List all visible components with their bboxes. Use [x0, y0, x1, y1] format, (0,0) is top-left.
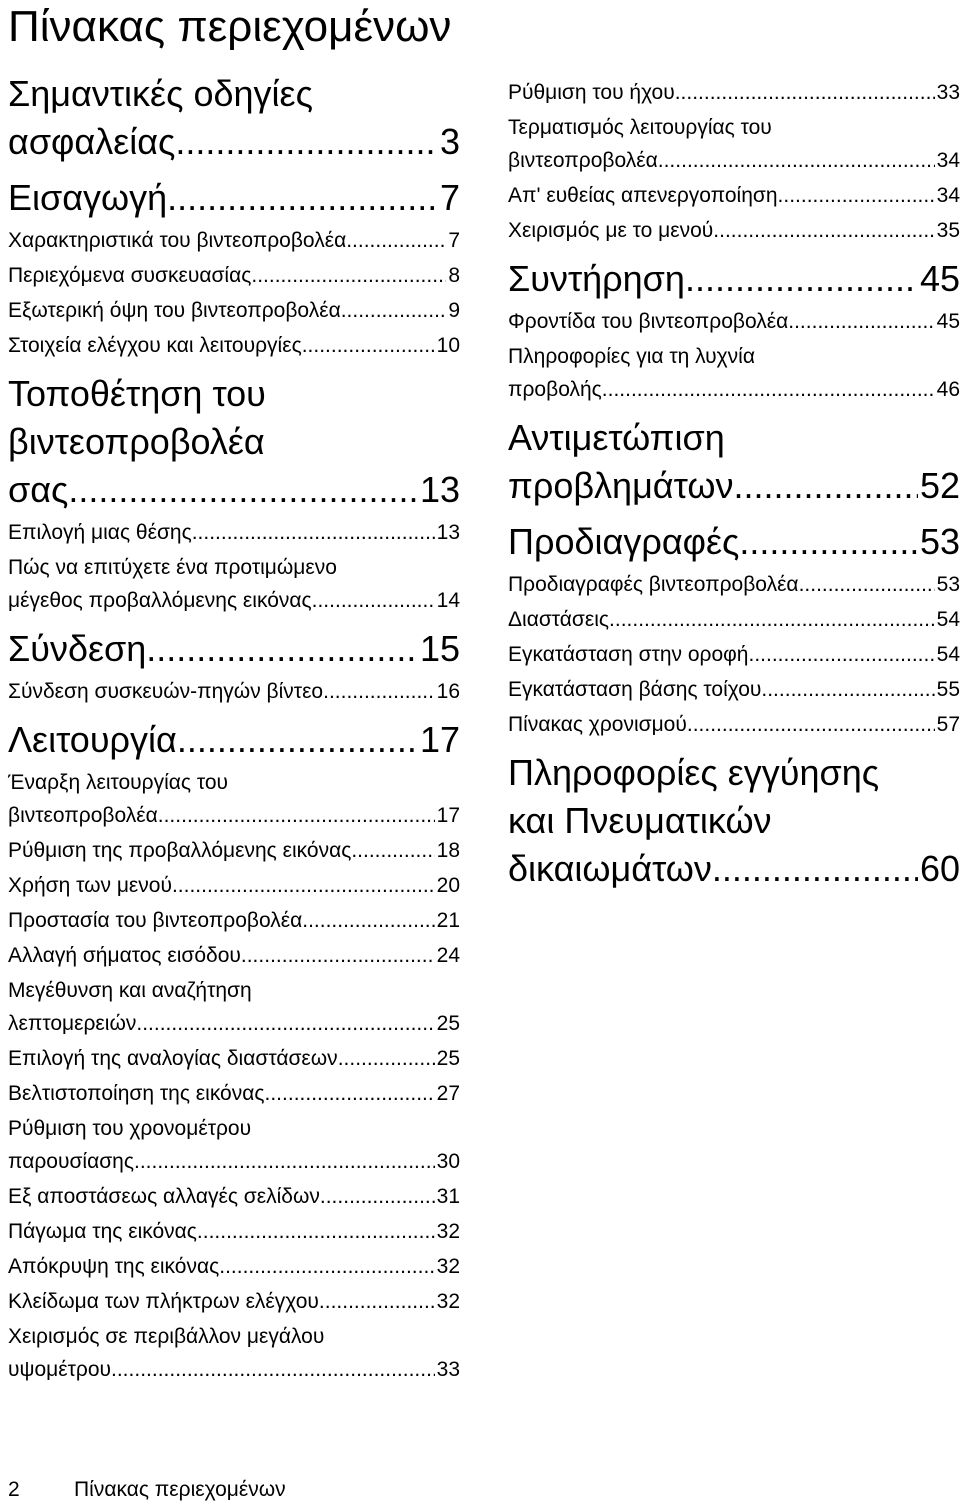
- toc-chapter-entry[interactable]: [8, 174, 460, 222]
- dot-leader: [733, 462, 918, 510]
- toc-entry-row: [508, 214, 960, 247]
- dot-leader: [68, 466, 418, 514]
- toc-entry-label: Ρύθμιση του ήχου: [508, 81, 675, 104]
- toc-page-number: 24: [436, 944, 460, 967]
- toc-section-entry[interactable]: [8, 1320, 460, 1386]
- toc-entry-label: μέγεθος προβαλλόμενης εικόνας: [8, 589, 312, 612]
- toc-entry-row: [8, 1042, 460, 1075]
- toc-entry-label: Χαρακτηριστικά του βιντεοπροβολέα: [8, 229, 347, 252]
- toc-entry-row: [8, 516, 460, 549]
- toc-entry-label: σας: [8, 469, 69, 510]
- toc-entry-row: [508, 179, 960, 212]
- toc-chapter-entry[interactable]: [508, 749, 960, 893]
- toc-section-entry[interactable]: [8, 294, 460, 327]
- dot-leader: [172, 869, 435, 902]
- dot-leader: [739, 518, 918, 566]
- dot-leader: [712, 845, 918, 893]
- dot-leader: [609, 603, 935, 636]
- toc-entry-label: προβολής: [508, 378, 602, 401]
- toc-section-entry[interactable]: [8, 516, 460, 549]
- toc-chapter-entry[interactable]: [8, 625, 460, 673]
- toc-entry-line: Πώς να επιτύχετε ένα προτιμώμενο: [8, 556, 337, 579]
- toc-entry-label: δικαιωμάτων: [508, 848, 712, 889]
- dot-leader: [111, 1353, 435, 1386]
- toc-entry-label: λεπτομερειών: [8, 1012, 137, 1035]
- toc-page-number: 17: [419, 719, 460, 760]
- toc-entry-label: Ρύθμιση της προβαλλόμενης εικόνας: [8, 839, 352, 862]
- dot-leader: [146, 625, 418, 673]
- toc-page-number: 17: [436, 804, 460, 827]
- toc-chapter-entry[interactable]: [8, 70, 460, 166]
- toc-entry-row: [508, 76, 960, 109]
- toc-page-number: 9: [448, 299, 460, 322]
- toc-entry-row: [508, 373, 960, 406]
- toc-entry-row: [8, 1353, 460, 1386]
- toc-section-entry[interactable]: [8, 904, 460, 937]
- toc-entry-row: [8, 224, 460, 257]
- toc-entry-line: Πληροφορίες για τη λυχνία: [508, 345, 755, 368]
- toc-page-number: 16: [436, 680, 460, 703]
- toc-entry-label: Συντήρηση: [508, 258, 685, 299]
- toc-page-number: 18: [436, 839, 460, 862]
- toc-page-number: 3: [439, 121, 460, 162]
- toc-section-entry[interactable]: [8, 329, 460, 362]
- toc-entry-label: Σύνδεση: [8, 628, 147, 669]
- toc-page-number: 30: [436, 1150, 460, 1173]
- toc-entry-row: [508, 673, 960, 706]
- toc-entry-label: Εξ αποστάσεως αλλαγές σελίδων: [8, 1185, 320, 1208]
- toc-page-number: 52: [919, 465, 960, 506]
- toc-entry-row: [8, 1077, 460, 1110]
- toc-section-entry[interactable]: [8, 1215, 460, 1248]
- toc-page-number: 20: [436, 874, 460, 897]
- toc-page-number: 35: [936, 219, 960, 242]
- toc-entry-label: Απ' ευθείας απενεργοποίηση: [508, 184, 778, 207]
- toc-page-number: 7: [448, 229, 460, 252]
- toc-entry-row: [508, 708, 960, 741]
- toc-entry-row: [8, 1180, 460, 1213]
- dot-leader: [265, 1077, 435, 1110]
- dot-leader: [134, 1145, 435, 1178]
- footer-page-number: 2: [8, 1478, 20, 1501]
- toc-page-number: 45: [919, 258, 960, 299]
- toc-entry-row: [508, 603, 960, 636]
- toc-entry-row: [508, 144, 960, 177]
- toc-entry-label: Εξωτερική όψη του βιντεοπροβολέα: [8, 299, 341, 322]
- toc-entry-label: βιντεοπροβολέα: [8, 804, 158, 827]
- toc-entry-row: [8, 625, 460, 673]
- dot-leader: [687, 708, 935, 741]
- dot-leader: [251, 259, 446, 292]
- toc-entry-row: [8, 1215, 460, 1248]
- toc-entry-row: [8, 174, 460, 222]
- toc-entry-label: παρουσίασης: [8, 1150, 134, 1173]
- dot-leader: [158, 799, 435, 832]
- toc-entry-row: [8, 294, 460, 327]
- toc-entry-row: [8, 329, 460, 362]
- dot-leader: [302, 904, 434, 937]
- dot-leader: [302, 329, 435, 362]
- toc-section-entry[interactable]: [508, 340, 960, 406]
- toc-page-number: 34: [936, 149, 960, 172]
- toc-page-number: 7: [439, 177, 460, 218]
- dot-leader: [675, 76, 935, 109]
- toc-section-entry[interactable]: [8, 551, 460, 617]
- toc-page-number: 31: [436, 1185, 460, 1208]
- toc-entry-label: Φροντίδα του βιντεοπροβολέα: [508, 310, 789, 333]
- toc-section-entry[interactable]: [8, 834, 460, 867]
- dot-leader: [177, 716, 418, 764]
- toc-section-entry[interactable]: [508, 568, 960, 601]
- toc-entry-label: Αλλαγή σήματος εισόδου: [8, 944, 241, 967]
- toc-entry-label: Προδιαγραφές: [508, 521, 740, 562]
- toc-page-number: 33: [936, 81, 960, 104]
- toc-chapter-entry[interactable]: [508, 518, 960, 566]
- dot-leader: [175, 118, 438, 166]
- dot-leader: [799, 568, 935, 601]
- toc-section-entry[interactable]: [508, 214, 960, 247]
- toc-entry-row: [508, 845, 960, 893]
- toc-entry-line: βιντεοπροβολέα: [8, 421, 265, 462]
- toc-page-number: 57: [936, 713, 960, 736]
- toc-section-entry[interactable]: [508, 305, 960, 338]
- footer-text: Πίνακας περιεχομένων: [74, 1478, 286, 1501]
- toc-section-entry[interactable]: [8, 259, 460, 292]
- toc-entry-label: Στοιχεία ελέγχου και λειτουργίες: [8, 334, 302, 357]
- toc-entry-line: Ρύθμιση του χρονομέτρου: [8, 1117, 252, 1140]
- toc-section-entry[interactable]: [508, 179, 960, 212]
- toc-entry-line: Σημαντικές οδηγίες: [8, 73, 313, 114]
- toc-page-number: 46: [936, 378, 960, 401]
- toc-entry-label: Προστασία του βιντεοπροβολέα: [8, 909, 303, 932]
- dot-leader: [658, 144, 935, 177]
- toc-entry-row: [8, 834, 460, 867]
- toc-entry-row: [8, 869, 460, 902]
- dot-leader: [319, 1285, 435, 1318]
- toc-entry-label: Χρήση των μενού: [8, 874, 172, 897]
- toc-entry-label: υψομέτρου: [8, 1358, 112, 1381]
- toc-chapter-entry[interactable]: [8, 370, 460, 514]
- toc-page-number: 8: [448, 264, 460, 287]
- toc-entry-label: Επιλογή μιας θέσης: [8, 521, 192, 544]
- toc-entry-line: Τερματισμός λειτουργίας του: [508, 116, 772, 139]
- toc-entry-row: [8, 584, 460, 617]
- toc-entry-label: Χειρισμός με το μενού: [508, 219, 714, 242]
- toc-right-column: [508, 76, 960, 893]
- dot-leader: [197, 1215, 435, 1248]
- toc-page-number: 55: [936, 678, 960, 701]
- toc-page-number: 13: [436, 521, 460, 544]
- toc-section-entry[interactable]: [508, 603, 960, 636]
- toc-entry-line: Μεγέθυνση και αναζήτηση: [8, 979, 252, 1002]
- toc-entry-line: Έναρξη λειτουργίας του: [8, 771, 229, 794]
- toc-entry-row: [8, 118, 460, 166]
- toc-page-number: 33: [436, 1358, 460, 1381]
- toc-section-entry[interactable]: [8, 1077, 460, 1110]
- toc-page-number: 14: [436, 589, 460, 612]
- dot-leader: [685, 255, 918, 303]
- toc-entry-label: Κλείδωμα των πλήκτρων ελέγχου: [8, 1290, 319, 1313]
- toc-page-number: 54: [936, 608, 960, 631]
- toc-entry-label: Προδιαγραφές βιντεοπροβολέα: [508, 573, 799, 596]
- dot-leader: [351, 834, 434, 867]
- toc-entry-row: [508, 255, 960, 303]
- toc-entry-row: [8, 1145, 460, 1178]
- toc-entry-row: [8, 1285, 460, 1318]
- toc-page-number: 15: [419, 628, 460, 669]
- dot-leader: [219, 1250, 434, 1283]
- toc-entry-line: Αντιμετώπιση: [508, 417, 725, 458]
- toc-entry-row: [8, 259, 460, 292]
- dot-leader: [312, 584, 435, 617]
- dot-leader: [788, 305, 934, 338]
- toc-section-entry[interactable]: [8, 1112, 460, 1178]
- toc-chapter-entry[interactable]: [8, 716, 460, 764]
- toc-page-number: 25: [436, 1012, 460, 1035]
- toc-page-number: 60: [919, 848, 960, 889]
- toc-entry-line: Πληροφορίες εγγύησης: [508, 752, 880, 793]
- toc-entry-label: Εγκατάσταση βάσης τοίχου: [508, 678, 762, 701]
- toc-entry-row: [508, 518, 960, 566]
- toc-entry-label: βιντεοπροβολέα: [508, 149, 658, 172]
- toc-entry-row: [508, 305, 960, 338]
- toc-chapter-entry[interactable]: [508, 255, 960, 303]
- dot-leader: [748, 638, 934, 671]
- toc-section-entry[interactable]: [508, 76, 960, 109]
- dot-leader: [713, 214, 934, 247]
- toc-entry-label: Πάγωμα της εικόνας: [8, 1220, 197, 1243]
- toc-section-entry[interactable]: [8, 974, 460, 1040]
- toc-page-number: 53: [919, 521, 960, 562]
- dot-leader: [341, 294, 447, 327]
- dot-leader: [778, 179, 935, 212]
- toc-page-number: 32: [436, 1255, 460, 1278]
- toc-entry-row: [508, 638, 960, 671]
- toc-page-number: 27: [436, 1082, 460, 1105]
- toc-left-column: [8, 70, 460, 1386]
- dot-leader: [346, 224, 446, 257]
- toc-section-entry[interactable]: [8, 766, 460, 832]
- page-footer: [8, 1476, 286, 1504]
- toc-section-entry[interactable]: [8, 1180, 460, 1213]
- toc-page-number: 10: [436, 334, 460, 357]
- toc-page-number: 32: [436, 1220, 460, 1243]
- toc-entry-label: Εισαγωγή: [8, 177, 168, 218]
- toc-page-number: 25: [436, 1047, 460, 1070]
- dot-leader: [192, 516, 435, 549]
- toc-page-number: 34: [936, 184, 960, 207]
- dot-leader: [602, 373, 935, 406]
- toc-section-entry[interactable]: [8, 1042, 460, 1075]
- dot-leader: [320, 1180, 435, 1213]
- toc-entry-line: Χειρισμός σε περιβάλλον μεγάλου: [8, 1325, 325, 1348]
- toc-entry-label: Επιλογή της αναλογίας διαστάσεων: [8, 1047, 338, 1070]
- dot-leader: [241, 939, 435, 972]
- toc-entry-label: Πίνακας χρονισμού: [508, 713, 687, 736]
- toc-entry-row: [508, 568, 960, 601]
- toc-section-entry[interactable]: [8, 869, 460, 902]
- toc-entry-row: [8, 799, 460, 832]
- toc-entry-label: Λειτουργία: [8, 719, 177, 760]
- toc-page-number: 45: [936, 310, 960, 333]
- toc-entry-line: και Πνευματικών: [508, 800, 772, 841]
- dot-leader: [761, 673, 934, 706]
- toc-section-entry[interactable]: [508, 638, 960, 671]
- toc-page-number: 32: [436, 1290, 460, 1313]
- toc-page-number: 13: [419, 469, 460, 510]
- toc-entry-row: [8, 1007, 460, 1040]
- dot-leader: [338, 1042, 435, 1075]
- toc-page-number: 53: [936, 573, 960, 596]
- toc-entry-row: [8, 675, 460, 708]
- toc-page-number: 21: [436, 909, 460, 932]
- toc-entry-row: [8, 716, 460, 764]
- toc-entry-label: Περιεχόμενα συσκευασίας: [8, 264, 252, 287]
- dot-leader: [323, 675, 435, 708]
- toc-page-number: 54: [936, 643, 960, 666]
- toc-section-entry[interactable]: [8, 939, 460, 972]
- toc-section-entry[interactable]: [508, 673, 960, 706]
- toc-section-entry[interactable]: [8, 1250, 460, 1283]
- toc-entry-row: [8, 939, 460, 972]
- toc-entry-row: [8, 466, 460, 514]
- toc-chapter-entry[interactable]: [508, 414, 960, 510]
- toc-section-entry[interactable]: [508, 111, 960, 177]
- page-title: Πίνακας περιεχομένων: [8, 2, 452, 51]
- toc-entry-label: Βελτιστοποίηση της εικόνας: [8, 1082, 265, 1105]
- dot-leader: [136, 1007, 434, 1040]
- toc-entry-row: [508, 462, 960, 510]
- toc-entry-label: ασφαλείας: [8, 121, 176, 162]
- dot-leader: [167, 174, 438, 222]
- toc-section-entry[interactable]: [8, 224, 460, 257]
- toc-entry-label: Σύνδεση συσκευών-πηγών βίντεο: [8, 680, 324, 703]
- toc-entry-line: Τοποθέτηση του: [8, 373, 266, 414]
- toc-entry-row: [8, 1250, 460, 1283]
- toc-entry-label: Διαστάσεις: [508, 608, 610, 631]
- toc-entry-label: Εγκατάσταση στην οροφή: [508, 643, 749, 666]
- toc-section-entry[interactable]: [8, 675, 460, 708]
- toc-entry-row: [8, 904, 460, 937]
- toc-entry-label: προβλημάτων: [508, 465, 734, 506]
- toc-entry-label: Απόκρυψη της εικόνας: [8, 1255, 220, 1278]
- toc-section-entry[interactable]: [508, 708, 960, 741]
- toc-section-entry[interactable]: [8, 1285, 460, 1318]
